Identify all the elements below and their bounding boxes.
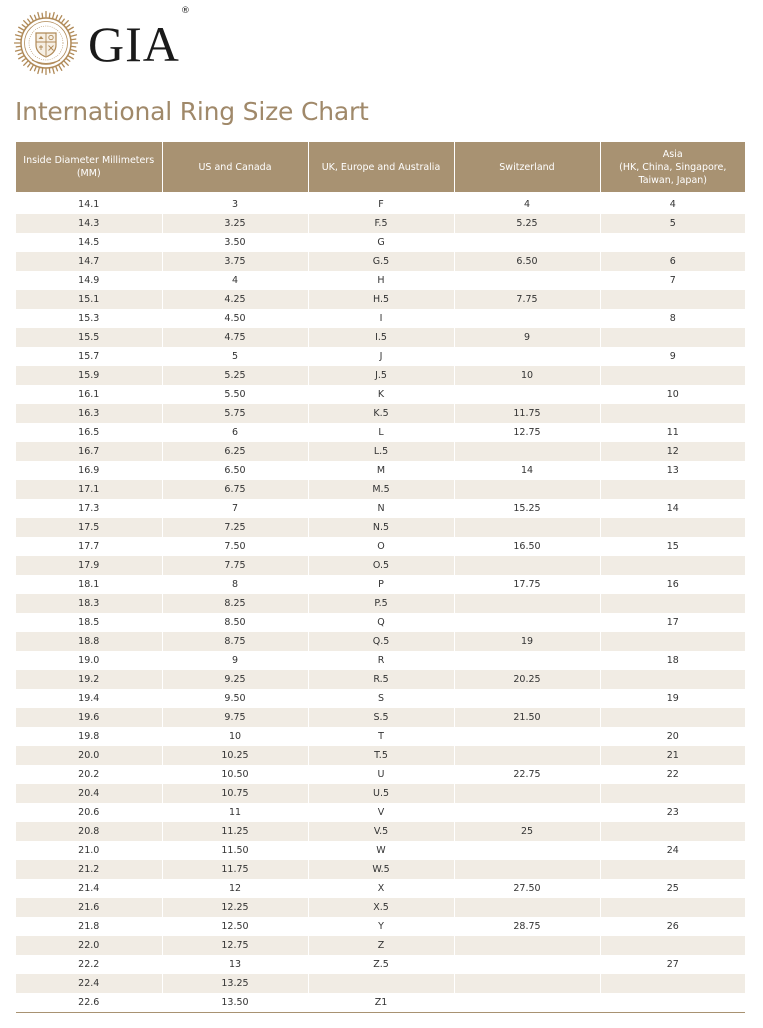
cell-switzerland: 25 <box>454 822 600 841</box>
cell-us-canada: 4.75 <box>162 328 308 347</box>
cell-us-canada: 10.25 <box>162 746 308 765</box>
cell-us-canada: 12.50 <box>162 917 308 936</box>
cell-switzerland: 17.75 <box>454 575 600 594</box>
table-row <box>16 860 745 879</box>
cell-diameter-mm: 21.0 <box>16 841 162 860</box>
cell-switzerland <box>454 651 600 670</box>
cell-switzerland <box>454 993 600 1013</box>
cell-asia: 14 <box>600 499 745 518</box>
cell-uk-europe-australia: O <box>308 537 454 556</box>
cell-asia: 19 <box>600 689 745 708</box>
cell-us-canada: 6 <box>162 423 308 442</box>
cell-us-canada: 3.50 <box>162 233 308 252</box>
cell-switzerland <box>454 727 600 746</box>
cell-us-canada: 3 <box>162 194 308 215</box>
table-row <box>16 632 745 651</box>
table-row <box>16 347 745 366</box>
cell-uk-europe-australia: R.5 <box>308 670 454 689</box>
table-row <box>16 194 745 215</box>
cell-us-canada: 10 <box>162 727 308 746</box>
cell-us-canada: 11.25 <box>162 822 308 841</box>
cell-diameter-mm: 19.2 <box>16 670 162 689</box>
cell-asia: 15 <box>600 537 745 556</box>
cell-diameter-mm: 18.8 <box>16 632 162 651</box>
cell-uk-europe-australia: I <box>308 309 454 328</box>
header-line: Asia <box>662 148 683 160</box>
cell-diameter-mm: 20.4 <box>16 784 162 803</box>
table-row <box>16 518 745 537</box>
cell-uk-europe-australia: N.5 <box>308 518 454 537</box>
cell-asia <box>600 328 745 347</box>
cell-us-canada: 5.75 <box>162 404 308 423</box>
cell-diameter-mm: 15.3 <box>16 309 162 328</box>
cell-diameter-mm: 22.0 <box>16 936 162 955</box>
cell-asia: 9 <box>600 347 745 366</box>
cell-switzerland <box>454 841 600 860</box>
cell-uk-europe-australia: G.5 <box>308 252 454 271</box>
header-line: US and Canada <box>198 161 272 173</box>
cell-diameter-mm: 16.9 <box>16 461 162 480</box>
cell-diameter-mm: 21.8 <box>16 917 162 936</box>
cell-diameter-mm: 17.1 <box>16 480 162 499</box>
cell-asia: 21 <box>600 746 745 765</box>
table-row <box>16 841 745 860</box>
cell-asia: 26 <box>600 917 745 936</box>
cell-us-canada: 7.75 <box>162 556 308 575</box>
cell-us-canada: 6.75 <box>162 480 308 499</box>
cell-asia <box>600 974 745 993</box>
cell-uk-europe-australia <box>308 974 454 993</box>
cell-switzerland: 9 <box>454 328 600 347</box>
cell-switzerland <box>454 860 600 879</box>
cell-uk-europe-australia: V <box>308 803 454 822</box>
cell-diameter-mm: 19.6 <box>16 708 162 727</box>
cell-us-canada: 7.25 <box>162 518 308 537</box>
cell-switzerland <box>454 347 600 366</box>
cell-asia <box>600 784 745 803</box>
cell-uk-europe-australia: F <box>308 194 454 215</box>
table-row <box>16 898 745 917</box>
header-line: Switzerland <box>499 161 555 173</box>
table-row <box>16 252 745 271</box>
cell-switzerland: 28.75 <box>454 917 600 936</box>
table-row <box>16 556 745 575</box>
cell-asia <box>600 290 745 309</box>
cell-uk-europe-australia: I.5 <box>308 328 454 347</box>
cell-switzerland: 27.50 <box>454 879 600 898</box>
header-line: (MM) <box>76 168 101 179</box>
cell-us-canada: 7.50 <box>162 537 308 556</box>
cell-asia <box>600 708 745 727</box>
cell-diameter-mm: 22.4 <box>16 974 162 993</box>
cell-us-canada: 9.75 <box>162 708 308 727</box>
cell-switzerland <box>454 385 600 404</box>
cell-diameter-mm: 18.1 <box>16 575 162 594</box>
page-title: International Ring Size Chart <box>15 97 369 126</box>
cell-switzerland <box>454 974 600 993</box>
cell-uk-europe-australia: Z1 <box>308 993 454 1013</box>
cell-uk-europe-australia: U <box>308 765 454 784</box>
cell-us-canada: 5.50 <box>162 385 308 404</box>
cell-uk-europe-australia: O.5 <box>308 556 454 575</box>
cell-switzerland: 22.75 <box>454 765 600 784</box>
brand-header <box>14 6 190 76</box>
cell-asia: 20 <box>600 727 745 746</box>
header-line: Inside Diameter Millimeters <box>23 155 155 166</box>
cell-asia <box>600 366 745 385</box>
cell-asia <box>600 594 745 613</box>
cell-uk-europe-australia: Z <box>308 936 454 955</box>
cell-diameter-mm: 17.9 <box>16 556 162 575</box>
cell-us-canada: 13 <box>162 955 308 974</box>
cell-asia <box>600 480 745 499</box>
cell-switzerland <box>454 556 600 575</box>
cell-asia: 6 <box>600 252 745 271</box>
cell-asia: 5 <box>600 214 745 233</box>
table-row <box>16 917 745 936</box>
cell-switzerland: 6.50 <box>454 252 600 271</box>
table-row <box>16 480 745 499</box>
cell-diameter-mm: 19.0 <box>16 651 162 670</box>
header-switzerland <box>454 142 600 194</box>
cell-uk-europe-australia: N <box>308 499 454 518</box>
cell-uk-europe-australia: Q.5 <box>308 632 454 651</box>
cell-asia <box>600 822 745 841</box>
cell-uk-europe-australia: T <box>308 727 454 746</box>
cell-switzerland <box>454 898 600 917</box>
cell-diameter-mm: 15.7 <box>16 347 162 366</box>
cell-diameter-mm: 18.3 <box>16 594 162 613</box>
cell-uk-europe-australia: L.5 <box>308 442 454 461</box>
registered-mark: ® <box>180 6 190 17</box>
cell-asia <box>600 936 745 955</box>
cell-us-canada: 12.25 <box>162 898 308 917</box>
table-row <box>16 537 745 556</box>
table-row <box>16 233 745 252</box>
cell-us-canada: 12.75 <box>162 936 308 955</box>
cell-switzerland: 12.75 <box>454 423 600 442</box>
cell-diameter-mm: 21.4 <box>16 879 162 898</box>
table-row <box>16 993 745 1013</box>
cell-switzerland <box>454 955 600 974</box>
cell-asia <box>600 670 745 689</box>
ring-size-table <box>16 142 745 1013</box>
cell-uk-europe-australia: X.5 <box>308 898 454 917</box>
cell-diameter-mm: 21.6 <box>16 898 162 917</box>
cell-us-canada: 3.75 <box>162 252 308 271</box>
cell-switzerland <box>454 613 600 632</box>
cell-diameter-mm: 14.1 <box>16 194 162 215</box>
table-row <box>16 803 745 822</box>
table-row <box>16 594 745 613</box>
cell-asia: 11 <box>600 423 745 442</box>
cell-uk-europe-australia: K <box>308 385 454 404</box>
table-row <box>16 366 745 385</box>
cell-asia: 10 <box>600 385 745 404</box>
cell-diameter-mm: 15.1 <box>16 290 162 309</box>
cell-us-canada: 4 <box>162 271 308 290</box>
cell-us-canada: 9.50 <box>162 689 308 708</box>
cell-asia: 7 <box>600 271 745 290</box>
cell-diameter-mm: 21.2 <box>16 860 162 879</box>
cell-uk-europe-australia: J <box>308 347 454 366</box>
cell-us-canada: 5.25 <box>162 366 308 385</box>
gia-wordmark: GIA® <box>88 6 190 72</box>
cell-uk-europe-australia: S.5 <box>308 708 454 727</box>
table-row <box>16 651 745 670</box>
cell-switzerland: 20.25 <box>454 670 600 689</box>
table-body <box>16 194 745 1013</box>
cell-us-canada: 9 <box>162 651 308 670</box>
table-row <box>16 822 745 841</box>
cell-us-canada: 11.50 <box>162 841 308 860</box>
cell-switzerland: 16.50 <box>454 537 600 556</box>
cell-asia <box>600 233 745 252</box>
cell-us-canada: 11 <box>162 803 308 822</box>
table-row <box>16 385 745 404</box>
cell-us-canada: 11.75 <box>162 860 308 879</box>
cell-switzerland: 19 <box>454 632 600 651</box>
cell-us-canada: 6.25 <box>162 442 308 461</box>
cell-diameter-mm: 17.3 <box>16 499 162 518</box>
cell-us-canada: 7 <box>162 499 308 518</box>
cell-uk-europe-australia: S <box>308 689 454 708</box>
cell-diameter-mm: 20.8 <box>16 822 162 841</box>
cell-us-canada: 13.50 <box>162 993 308 1013</box>
cell-asia: 13 <box>600 461 745 480</box>
cell-switzerland: 7.75 <box>454 290 600 309</box>
table-row <box>16 746 745 765</box>
cell-uk-europe-australia: V.5 <box>308 822 454 841</box>
cell-us-canada: 10.75 <box>162 784 308 803</box>
cell-switzerland <box>454 803 600 822</box>
cell-diameter-mm: 17.7 <box>16 537 162 556</box>
table-row <box>16 879 745 898</box>
cell-uk-europe-australia: L <box>308 423 454 442</box>
cell-diameter-mm: 17.5 <box>16 518 162 537</box>
cell-uk-europe-australia: P <box>308 575 454 594</box>
table-row <box>16 784 745 803</box>
cell-asia: 18 <box>600 651 745 670</box>
cell-switzerland <box>454 309 600 328</box>
cell-uk-europe-australia: R <box>308 651 454 670</box>
cell-uk-europe-australia: Y <box>308 917 454 936</box>
table-row <box>16 974 745 993</box>
cell-diameter-mm: 15.9 <box>16 366 162 385</box>
cell-switzerland <box>454 689 600 708</box>
cell-asia: 22 <box>600 765 745 784</box>
cell-uk-europe-australia: Q <box>308 613 454 632</box>
cell-switzerland <box>454 594 600 613</box>
cell-switzerland: 4 <box>454 194 600 215</box>
cell-us-canada: 6.50 <box>162 461 308 480</box>
cell-diameter-mm: 19.4 <box>16 689 162 708</box>
cell-diameter-mm: 14.3 <box>16 214 162 233</box>
cell-us-canada: 8.75 <box>162 632 308 651</box>
cell-uk-europe-australia: M <box>308 461 454 480</box>
cell-asia <box>600 404 745 423</box>
table-row <box>16 442 745 461</box>
table-row <box>16 499 745 518</box>
cell-diameter-mm: 20.2 <box>16 765 162 784</box>
cell-asia <box>600 898 745 917</box>
cell-us-canada: 3.25 <box>162 214 308 233</box>
cell-us-canada: 10.50 <box>162 765 308 784</box>
cell-diameter-mm: 16.1 <box>16 385 162 404</box>
cell-asia: 17 <box>600 613 745 632</box>
cell-diameter-mm: 14.9 <box>16 271 162 290</box>
cell-diameter-mm: 15.5 <box>16 328 162 347</box>
cell-uk-europe-australia: W.5 <box>308 860 454 879</box>
cell-diameter-mm: 16.3 <box>16 404 162 423</box>
cell-asia: 25 <box>600 879 745 898</box>
table-row <box>16 727 745 746</box>
cell-switzerland: 15.25 <box>454 499 600 518</box>
gia-seal-icon <box>14 11 78 75</box>
cell-asia <box>600 632 745 651</box>
table-row <box>16 689 745 708</box>
cell-us-canada: 8 <box>162 575 308 594</box>
cell-switzerland: 14 <box>454 461 600 480</box>
cell-uk-europe-australia: X <box>308 879 454 898</box>
cell-uk-europe-australia: J.5 <box>308 366 454 385</box>
table-row <box>16 423 745 442</box>
header-uk-europe-australia <box>308 142 454 194</box>
header-us-canada <box>162 142 308 194</box>
cell-diameter-mm: 19.8 <box>16 727 162 746</box>
cell-diameter-mm: 22.6 <box>16 993 162 1013</box>
cell-asia <box>600 993 745 1013</box>
cell-us-canada: 8.50 <box>162 613 308 632</box>
cell-diameter-mm: 20.6 <box>16 803 162 822</box>
cell-diameter-mm: 20.0 <box>16 746 162 765</box>
cell-switzerland <box>454 784 600 803</box>
table-row <box>16 708 745 727</box>
table-row <box>16 613 745 632</box>
table-row <box>16 271 745 290</box>
table-row <box>16 309 745 328</box>
cell-diameter-mm: 22.2 <box>16 955 162 974</box>
table-row <box>16 575 745 594</box>
cell-switzerland <box>454 480 600 499</box>
cell-switzerland <box>454 271 600 290</box>
cell-switzerland: 5.25 <box>454 214 600 233</box>
table-header-row <box>16 142 745 194</box>
cell-uk-europe-australia: P.5 <box>308 594 454 613</box>
table-row <box>16 670 745 689</box>
cell-uk-europe-australia: M.5 <box>308 480 454 499</box>
cell-asia: 4 <box>600 194 745 215</box>
cell-asia: 16 <box>600 575 745 594</box>
table-row <box>16 328 745 347</box>
cell-diameter-mm: 14.7 <box>16 252 162 271</box>
cell-switzerland <box>454 936 600 955</box>
cell-switzerland: 21.50 <box>454 708 600 727</box>
cell-uk-europe-australia: H <box>308 271 454 290</box>
cell-asia: 24 <box>600 841 745 860</box>
cell-uk-europe-australia: K.5 <box>308 404 454 423</box>
cell-switzerland <box>454 746 600 765</box>
cell-asia <box>600 556 745 575</box>
cell-asia <box>600 518 745 537</box>
cell-uk-europe-australia: Z.5 <box>308 955 454 974</box>
cell-diameter-mm: 18.5 <box>16 613 162 632</box>
cell-asia: 8 <box>600 309 745 328</box>
table-row <box>16 936 745 955</box>
cell-asia: 23 <box>600 803 745 822</box>
table-row <box>16 765 745 784</box>
header-inside-diameter <box>16 142 162 194</box>
cell-diameter-mm: 16.7 <box>16 442 162 461</box>
table-row <box>16 290 745 309</box>
cell-us-canada: 4.25 <box>162 290 308 309</box>
cell-diameter-mm: 16.5 <box>16 423 162 442</box>
cell-us-canada: 12 <box>162 879 308 898</box>
cell-uk-europe-australia: F.5 <box>308 214 454 233</box>
header-asia <box>600 142 745 194</box>
cell-uk-europe-australia: W <box>308 841 454 860</box>
cell-us-canada: 13.25 <box>162 974 308 993</box>
table-row <box>16 214 745 233</box>
cell-asia <box>600 860 745 879</box>
cell-switzerland <box>454 518 600 537</box>
cell-us-canada: 9.25 <box>162 670 308 689</box>
table-row <box>16 461 745 480</box>
ring-size-table-container <box>16 142 745 1013</box>
header-line: UK, Europe and Australia <box>321 161 441 173</box>
cell-us-canada: 4.50 <box>162 309 308 328</box>
cell-uk-europe-australia: G <box>308 233 454 252</box>
cell-uk-europe-australia: U.5 <box>308 784 454 803</box>
cell-asia: 27 <box>600 955 745 974</box>
cell-switzerland <box>454 442 600 461</box>
cell-switzerland: 10 <box>454 366 600 385</box>
header-line: Taiwan, Japan) <box>638 174 708 186</box>
cell-asia: 12 <box>600 442 745 461</box>
table-row <box>16 955 745 974</box>
cell-diameter-mm: 14.5 <box>16 233 162 252</box>
cell-uk-europe-australia: H.5 <box>308 290 454 309</box>
cell-us-canada: 8.25 <box>162 594 308 613</box>
header-line: (HK, China, Singapore, <box>619 161 727 173</box>
table-row <box>16 404 745 423</box>
cell-us-canada: 5 <box>162 347 308 366</box>
cell-switzerland: 11.75 <box>454 404 600 423</box>
cell-uk-europe-australia: T.5 <box>308 746 454 765</box>
cell-switzerland <box>454 233 600 252</box>
